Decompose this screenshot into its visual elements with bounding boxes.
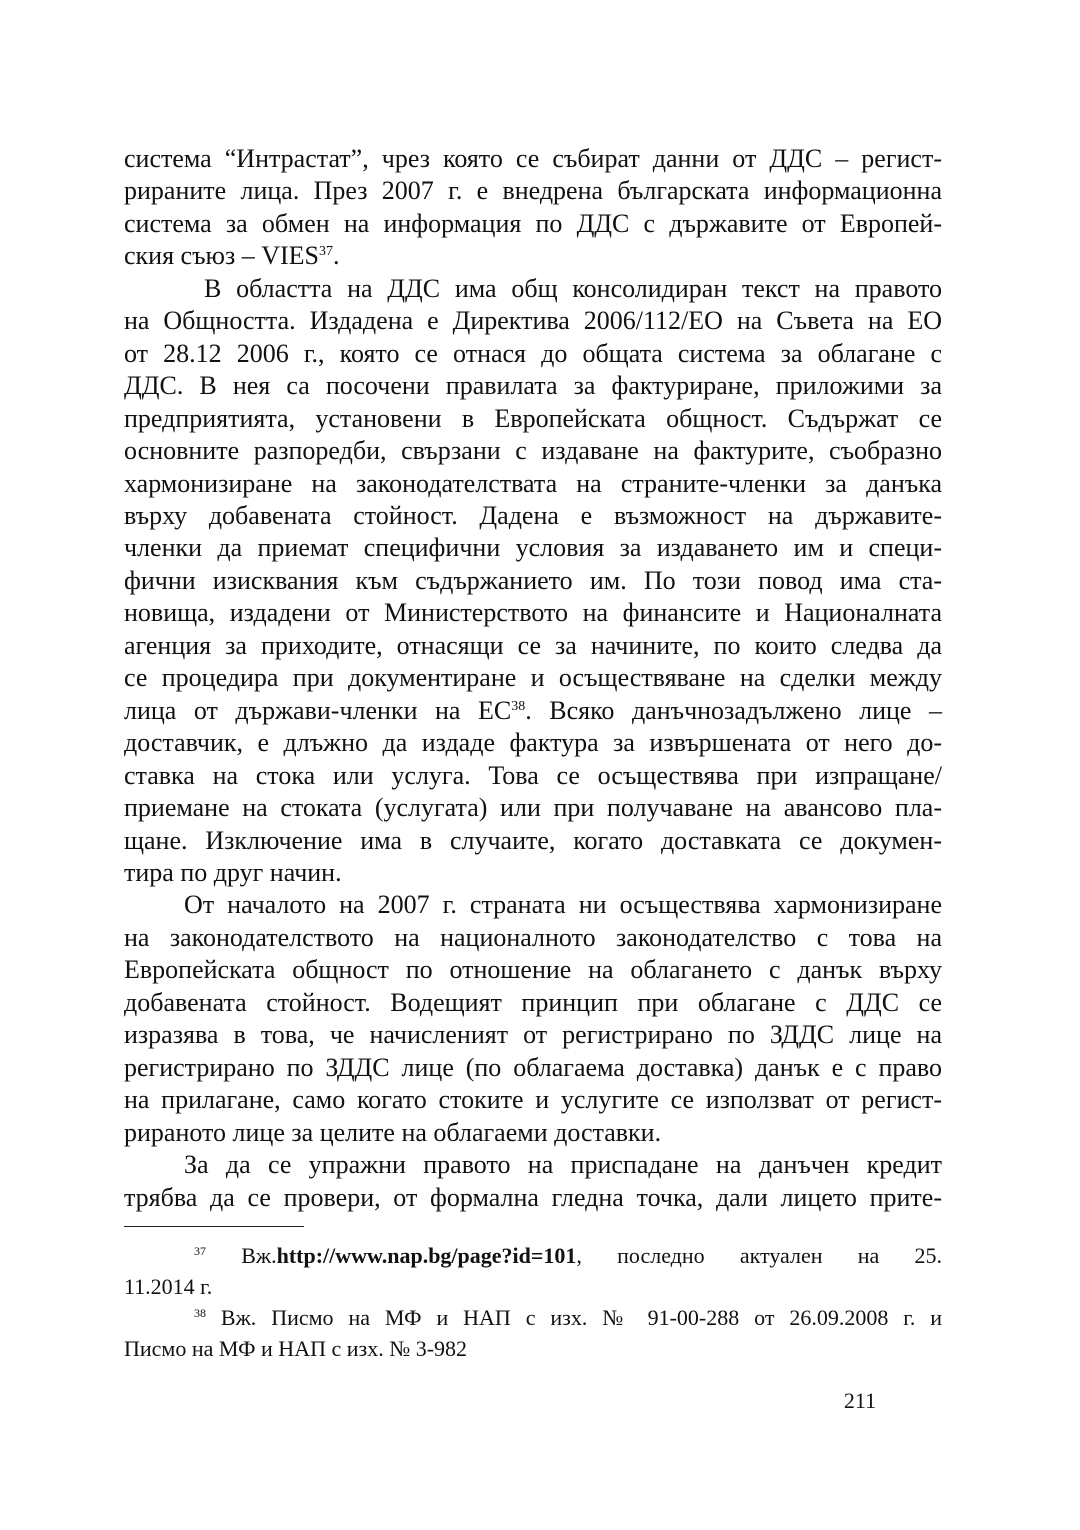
text-line: приемане на стоката (услугата) или при получаване на авансово пла- <box>124 793 942 823</box>
text-line: щане. Изключение има в случаите, когато доставката се докумен- <box>124 825 942 855</box>
text-fragment: ския съюз – VIES <box>124 241 319 271</box>
paragraph-4 <box>124 1149 942 1214</box>
text-line: новища, издадени от Министерството на финансите и Националната <box>124 598 942 628</box>
footnote-text: Вж. Писмо на МФ и НАП с изх. № 91-00-288 от 26.09.2008 г. и <box>220 1305 943 1330</box>
text-line: фични изисквания към съдържанието им. По този повод има ста- <box>124 565 942 595</box>
body-text <box>124 143 942 1214</box>
text-line: рираните лица. През 2007 г. е внедрена българската информационна <box>124 176 942 206</box>
footnote-line: Писмо на МФ и НАП с изх. № 3-982 <box>124 1336 468 1361</box>
footnote-line: 11.2014 г. <box>124 1274 213 1299</box>
text-line: предприятията, установени в Европейската общност. Съдържат се <box>124 403 942 433</box>
text-fragment: лица от държави-членки на ЕС <box>124 695 512 725</box>
footnote-ref-37[interactable]: 37 <box>319 244 333 260</box>
text-line: От началото на 2007 г. страната ни осъществява хармонизиране <box>184 890 942 920</box>
text-line: тира по друг начин. <box>124 857 342 887</box>
footnote-text: , последно актуален на 25. <box>576 1243 943 1268</box>
text-line: агенция за приходите, отнасящи се за начините, по които следва да <box>124 630 942 660</box>
text-line: от 28.12 2006 г., която се отнася до общата система за облагане с <box>124 338 942 368</box>
text-line: За да се упражни правото на приспадане на данъчен кредит <box>184 1150 942 1180</box>
footnote-ref-38[interactable]: 38 <box>511 698 526 714</box>
text-line: доставчик, е длъжно да издаде фактура за извършената от него до- <box>124 728 942 758</box>
page-number: 211 <box>843 1388 877 1413</box>
text-line <box>124 240 942 272</box>
footnote-line <box>124 1302 942 1333</box>
text-fragment: . <box>333 241 340 271</box>
text-line: система “Интрастат”, чрез която се събират данни от ДДС – регист- <box>124 144 942 173</box>
footnotes <box>124 1240 942 1364</box>
footnote-number: 37 <box>194 1244 206 1259</box>
text-fragment: . Всяко данъчнозадължено лице – <box>525 695 942 725</box>
text-line: регистрирано по ЗДДС лице (по облагаема доставка) данък е с право <box>124 1052 942 1082</box>
text-line: на Общността. Издадена е Директива 2006/112/ЕО на Съвета на ЕО <box>124 306 942 336</box>
text-line: хармонизиране на законодателствата на страните-членки за данъка <box>124 468 942 498</box>
footnote-link[interactable]: http://www.nap.bg/page?id=101 <box>276 1243 577 1268</box>
text-line: система за обмен на информация по ДДС с държавите от Европей- <box>124 208 942 238</box>
text-line: на прилагане, само когато стоките и услугите се използват от регист- <box>124 1085 942 1115</box>
footnote-37 <box>124 1240 942 1302</box>
text-line: върху добавената стойност. Дадена е възможност на държавите- <box>124 500 942 530</box>
text-line: рираното лице за целите на облагаеми доставки. <box>124 1117 662 1147</box>
paragraph-1 <box>124 143 942 273</box>
text-line: ДДС. В нея са посочени правилата за фактуриране, приложими за <box>124 371 942 401</box>
footnote-prefix: Вж. <box>241 1243 277 1268</box>
text-line: изразява в това, че начисленият от регистрирано по ЗДДС лице на <box>124 1020 942 1050</box>
footnote-separator <box>124 1226 304 1227</box>
text-line: Европейската общност по отношение на облагането с данък върху <box>124 955 942 985</box>
text-line: членки да приемат специфични условия за издаването им и специ- <box>124 533 942 563</box>
text-line: основните разпоредби, свързани с издаване на фактурите, съобразно <box>124 436 942 466</box>
paragraph-2 <box>124 273 942 890</box>
text-line: ставка на стока или услуга. Това се осъществява при изпращане/ <box>124 760 942 790</box>
text-line: се процедира при документиране и осъществяване на сделки между <box>124 663 942 693</box>
text-line: добавената стойност. Водещият принцип при облагане с ДДС се <box>124 987 942 1017</box>
text-line: В областта на ДДС има общ консолидиран текст на правото <box>204 273 942 303</box>
footnote-line <box>124 1240 942 1271</box>
text-line <box>124 695 942 727</box>
footnote-38 <box>124 1302 942 1364</box>
footnote-number: 38 <box>194 1306 206 1321</box>
text-line: трябва да се провери, от формална гледна точка, дали лицето прите- <box>124 1182 942 1212</box>
text-line: на законодателството на националното законодателство с това на <box>124 922 942 952</box>
paragraph-3 <box>124 889 942 1149</box>
